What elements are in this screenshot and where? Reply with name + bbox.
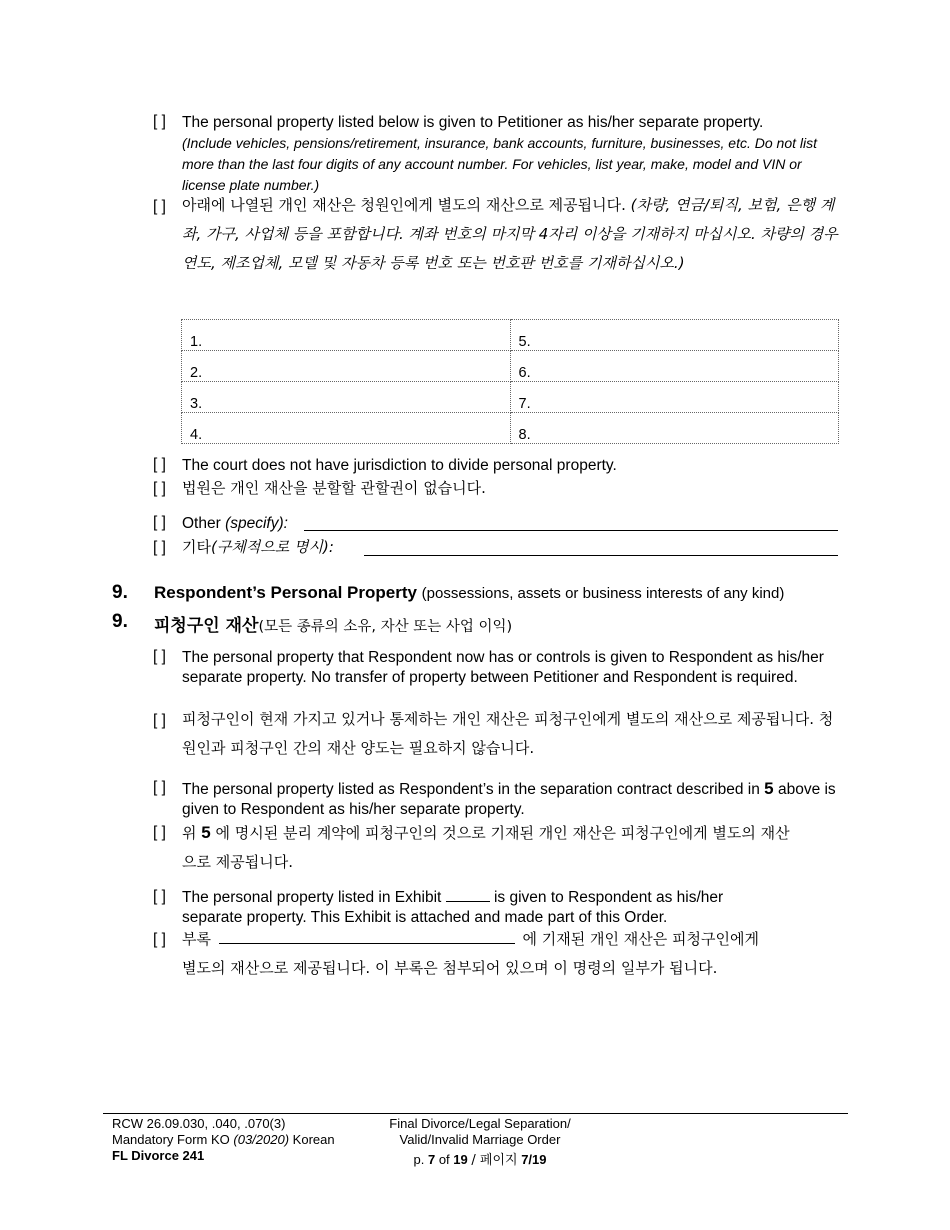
respondent-controls-ko: 피청구인이 현재 가지고 있거나 통제하는 개인 재산은 피청구인에게 별도의 재산으로 제공됩니다. 청원인과 피청구인 간의 재산 양도는 필요하지 않습니다. [182,710,834,757]
exhibit-en-a: The personal property listed in Exhibit [182,889,442,906]
table-cell[interactable]: 2. [182,351,511,382]
separation-contract-ko-b: 에 명시된 분리 계약에 피청구인의 것으로 기재된 개인 재산은 피청구인에게 별도의 재산으로 제공됩니다. [182,824,790,871]
exhibit-ko-b: 에 기재된 개인 재산은 피청구인에게 [522,930,759,948]
other-ko-label: 기타 [182,538,211,556]
footer-center [370,1116,590,1169]
footer-page [370,1152,590,1169]
footer-page-num: 7 [427,1152,436,1167]
table-row [182,413,839,444]
footer-form-b: Korean [292,1132,335,1147]
checkbox-separation-contract[interactable]: [ ] [153,779,166,796]
other-en-specify: (specify): [225,515,288,532]
table-cell[interactable]: 7. [510,382,839,413]
separation-contract-ko-num: 5 [201,823,211,842]
section-number-ko: 9. [112,611,128,632]
separation-contract-en-a: The personal property listed as Respondent’s in the separation contract described in [182,781,760,798]
section-title-ko [154,611,512,636]
footer-form-date: (03/2020) [233,1132,290,1147]
table-cell[interactable]: 5. [510,320,839,351]
other-en-label: Other [182,515,221,532]
table-row [182,382,839,413]
footer-form-a: Mandatory Form KO [112,1132,230,1147]
table-row [182,351,839,382]
checkbox-exhibit[interactable]: [ ] [153,888,166,905]
exhibit-ko-a: 부록 [182,930,211,948]
checkbox-no-jurisdiction[interactable]: [ ] [153,456,166,473]
section-title-en-rest: (possessions, assets or business interests of any kind) [421,585,785,602]
checkbox-respondent-controls[interactable]: [ ] [153,648,166,665]
footer-page-p: p. [413,1152,425,1167]
other-ko-specify: (구체적으로 명시): [210,538,334,556]
checkbox-petitioner-property-ko[interactable]: [ ] [153,198,166,215]
petitioner-property-ko-text: 아래에 나열된 개인 재산은 청원인에게 별도의 재산으로 제공됩니다. [182,196,626,214]
respondent-controls-en: The personal property that Respondent now has or controls is given to Respondent as his/her separate property. No transfer of property between Petitioner and Respondent is required. [182,649,824,686]
table-cell[interactable]: 1. [182,320,511,351]
footer-page-total: 19 [453,1152,468,1167]
footer-rcw: RCW 26.09.030, .040, .070(3) [112,1116,286,1131]
checkbox-petitioner-property[interactable]: [ ] [153,113,166,130]
footer-title2: Valid/Invalid Marriage Order [399,1132,561,1147]
separation-contract-ko-a: 위 [182,824,197,842]
table-cell[interactable]: 3. [182,382,511,413]
petitioner-property-ko-note: (차량, 연금/퇴직, 보험, 은행 계좌, 가구, 사업체 등을 포함합니다. 계좌 번호의 마지막 4자리 이상을 기재하지 마십시오. 차량의 경우 연도, 제조업체, 모델 및 자동차 등록 번호 또는 번호판 번호를 기재하십시오.) [182,196,838,272]
footer-form-id: FL Divorce 241 [112,1148,205,1163]
table-cell[interactable]: 4. [182,413,511,444]
no-jurisdiction-en: The court does not have jurisdiction to divide personal property. [182,457,617,474]
no-jurisdiction-ko: 법원은 개인 재산을 분할할 관할권이 없습니다. [182,479,486,497]
table-cell[interactable]: 8. [510,413,839,444]
checkbox-exhibit-ko[interactable]: [ ] [153,931,166,948]
section-title-en-bold: Respondent’s Personal Property [154,583,417,602]
footer-page-ko: 7/19 [521,1152,547,1167]
section-title-ko-bold: 피청구인 재산 [154,616,259,636]
section-title-en [154,583,784,603]
footer-title1: Final Divorce/Legal Separation/ [389,1116,571,1131]
exhibit-en-b: is given to Respondent as his/her separate property. This Exhibit is attached and made part of this Order. [182,889,724,926]
checkbox-other-ko[interactable]: [ ] [153,539,166,556]
exhibit-ko-c: 별도의 재산으로 제공됩니다. 이 부록은 첨부되어 있으며 이 명령의 일부가 됩니다. [182,959,718,977]
separation-contract-ko [182,818,802,877]
petitioner-property-en-text: The personal property listed below is given to Petitioner as his/her separate property. [182,114,764,131]
footer-divider [103,1113,848,1114]
checkbox-respondent-controls-ko[interactable]: [ ] [153,712,166,729]
section-title-ko-rest: (모든 종류의 소유, 자산 또는 사업 이익) [258,619,513,635]
petitioner-property-en [182,113,842,196]
table-cell[interactable]: 6. [510,351,839,382]
footer-form [112,1132,335,1148]
separation-contract-en-b: above is given to Respondent as his/her separate property. [182,781,836,818]
petitioner-property-en-note: (Include vehicles, pensions/retirement, insurance, bank accounts, furniture, businesses, etc. Do not list more than the last four digits of any account number. For vehicles, list year, make, model and VIN or license plate number.) [182,135,817,193]
footer-left [112,1116,335,1164]
checkbox-separation-contract-ko[interactable]: [ ] [153,824,166,841]
other-ko-input-line[interactable] [364,555,838,556]
other-en [182,514,842,534]
footer-page-of: of [438,1152,450,1167]
checkbox-no-jurisdiction-ko[interactable]: [ ] [153,480,166,497]
exhibit-en [182,888,782,928]
exhibit-ko [182,925,842,983]
petitioner-property-ko [182,191,842,278]
exhibit-ko-input-line[interactable] [219,943,515,944]
section-number: 9. [112,582,128,603]
property-list-table [181,319,839,444]
other-en-input-line[interactable] [304,530,838,531]
table-row [182,320,839,351]
footer-page-ko-sep: / 페이지 [471,1153,518,1168]
checkbox-other[interactable]: [ ] [153,514,166,531]
exhibit-number-input[interactable] [446,901,490,902]
separation-contract-en [182,779,847,820]
separation-contract-en-num: 5 [764,779,774,798]
